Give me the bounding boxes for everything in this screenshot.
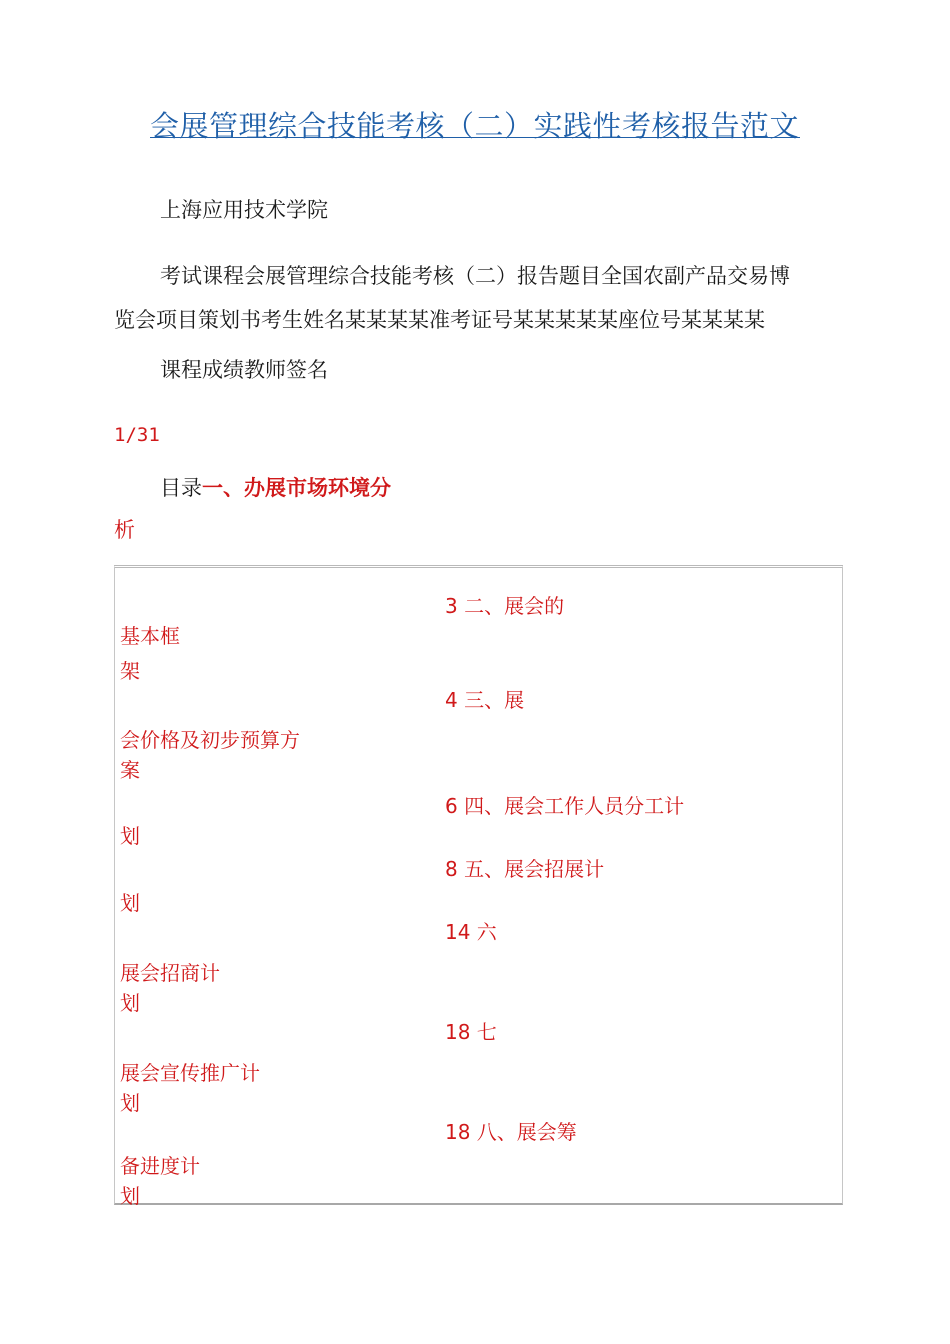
toc-line: 8 五、展会招展计	[445, 857, 605, 881]
title-underline	[150, 137, 800, 138]
toc-heading	[160, 472, 391, 502]
toc-line: 案	[120, 758, 140, 782]
toc-line: 4 三、展	[445, 688, 525, 712]
toc-line: 6 四、展会工作人员分工计	[445, 794, 685, 818]
toc-line: 会价格及初步预算方	[120, 728, 300, 752]
toc-first-entry: 一、办展市场环境分	[202, 476, 391, 500]
toc-label: 目录	[160, 476, 202, 500]
exam-info-line-2: 览会项目策划书考生姓名某某某某准考证号某某某某某座位号某某某某	[114, 308, 765, 332]
toc-line: 划	[120, 1184, 140, 1208]
toc-line: 展会宣传推广计	[120, 1061, 260, 1085]
grade-signature-line: 课程成绩教师签名	[160, 358, 328, 382]
toc-line: 基本框	[120, 624, 180, 648]
toc-table	[114, 565, 843, 1205]
toc-line: 备进度计	[120, 1154, 200, 1178]
toc-line: 3 二、展会的	[445, 594, 565, 618]
exam-info-line-1: 考试课程会展管理综合技能考核（二）报告题目全国农副产品交易博	[160, 264, 790, 288]
toc-line: 架	[120, 659, 140, 683]
page-number: 1/31	[114, 424, 160, 446]
toc-line: 划	[120, 824, 140, 848]
toc-line: 划	[120, 991, 140, 1015]
toc-line: 18 八、展会筹	[445, 1120, 577, 1144]
toc-line: 展会招商计	[120, 961, 220, 985]
toc-line: 划	[120, 891, 140, 915]
document-title: 会展管理综合技能考核（二）实践性考核报告范文	[150, 109, 800, 143]
toc-line: 划	[120, 1091, 140, 1115]
school-name: 上海应用技术学院	[160, 198, 328, 222]
toc-line: 14 六	[445, 920, 497, 944]
toc-first-entry-cont: 析	[114, 518, 135, 542]
toc-line: 18 七	[445, 1020, 497, 1044]
